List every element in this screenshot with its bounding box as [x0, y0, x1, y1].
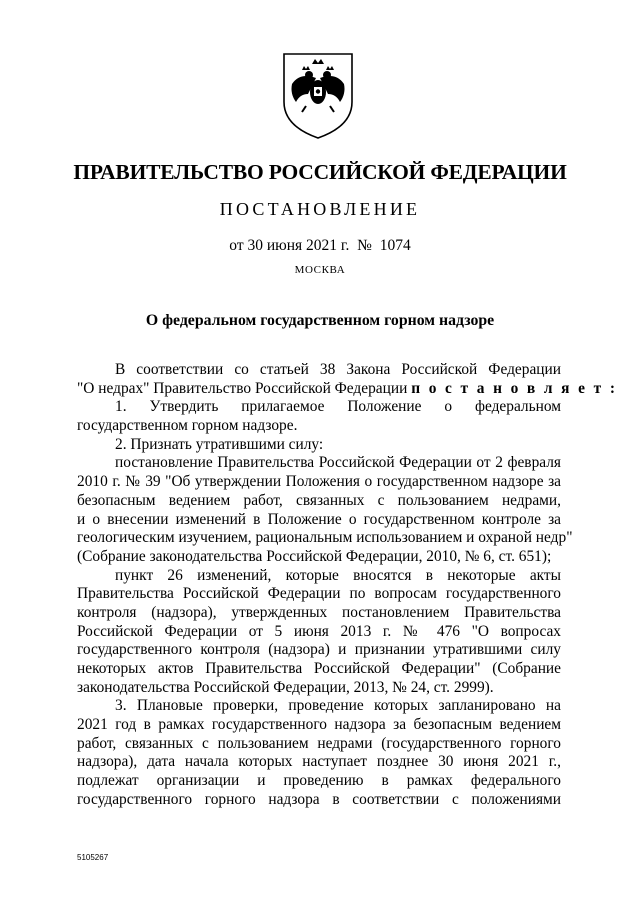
document-date-number: от 30 июня 2021 г. № 1074	[229, 237, 411, 254]
text-line: законодательства Российской Федерации, 2013, № 24, ст. 2999).	[77, 678, 494, 696]
text-line: государственного контроля (надзора) и признании утратившими силу	[77, 641, 561, 659]
text-fragment: "О недрах" Правительство Российской Федерации	[77, 379, 412, 397]
text-line: Российской Федерации от 5 июня 2013 г. № 476 "О вопросах	[77, 622, 561, 640]
text-line: 2021 год в рамках государственного надзора за безопасным ведением	[77, 716, 561, 734]
text-line: государственном горном надзоре.	[77, 417, 298, 435]
text-line: В соответствии со статьей 38 Закона Российской Федерации	[115, 361, 561, 378]
document-body	[77, 361, 618, 810]
text-line: 2. Признать утратившими силу:	[115, 435, 324, 453]
coat-of-arms-icon	[278, 50, 358, 140]
text-line: (Собрание законодательства Российской Федерации, 2010, № 6, ст. 651);	[77, 547, 552, 565]
text-line: безопасным ведением работ, связанных с пользованием недрами,	[77, 491, 561, 509]
text-line: постановление Правительства Российской Федерации от 2 февраля	[115, 454, 561, 472]
text-line: государственного горного надзора в соответствии с положениями	[77, 790, 561, 808]
text-line: пункт 26 изменений, которые вносятся в некоторые акты	[115, 566, 561, 584]
text-line: надзора), дата начала которых наступает позднее 30 июня 2021 г.,	[77, 753, 561, 771]
text-line: 2010 г. № 39 "Об утверждении Положения о государственном надзоре за	[77, 473, 561, 491]
text-line: и о внесении изменений в Положение о государственном контроле за	[77, 510, 561, 528]
resolves-keyword: п о с т а н о в л я е т :	[411, 379, 618, 397]
government-title: ПРАВИТЕЛЬСТВО РОССИЙСКОЙ ФЕДЕРАЦИИ	[73, 160, 567, 184]
text-line: геологическим изучением, рациональным использованием и охраной недр"	[77, 529, 573, 547]
text-line: контроля (надзора), утвержденных постановлением Правительства	[77, 603, 561, 621]
text-line: работ, связанных с пользованием недрами (государственного горного	[77, 734, 561, 752]
text-line: подлежат организации и проведению в рамках федерального	[77, 772, 561, 790]
text-line: некоторых актов Правительства Российской Федерации" (Собрание	[77, 660, 561, 677]
text-line: 3. Плановые проверки, проведение которых запланировано на	[115, 697, 561, 715]
document-kind: ПОСТАНОВЛЕНИЕ	[219, 199, 421, 219]
text-line	[77, 379, 618, 399]
document-subject: О федеральном государственном горном надзоре	[145, 312, 495, 329]
document-city: МОСКВА	[294, 264, 346, 276]
text-line: 1. Утвердить прилагаемое Положение о федеральном	[115, 398, 561, 416]
text-line: Правительства Российской Федерации по вопросам государственного	[77, 585, 561, 603]
document-code: 5105267	[77, 853, 109, 862]
